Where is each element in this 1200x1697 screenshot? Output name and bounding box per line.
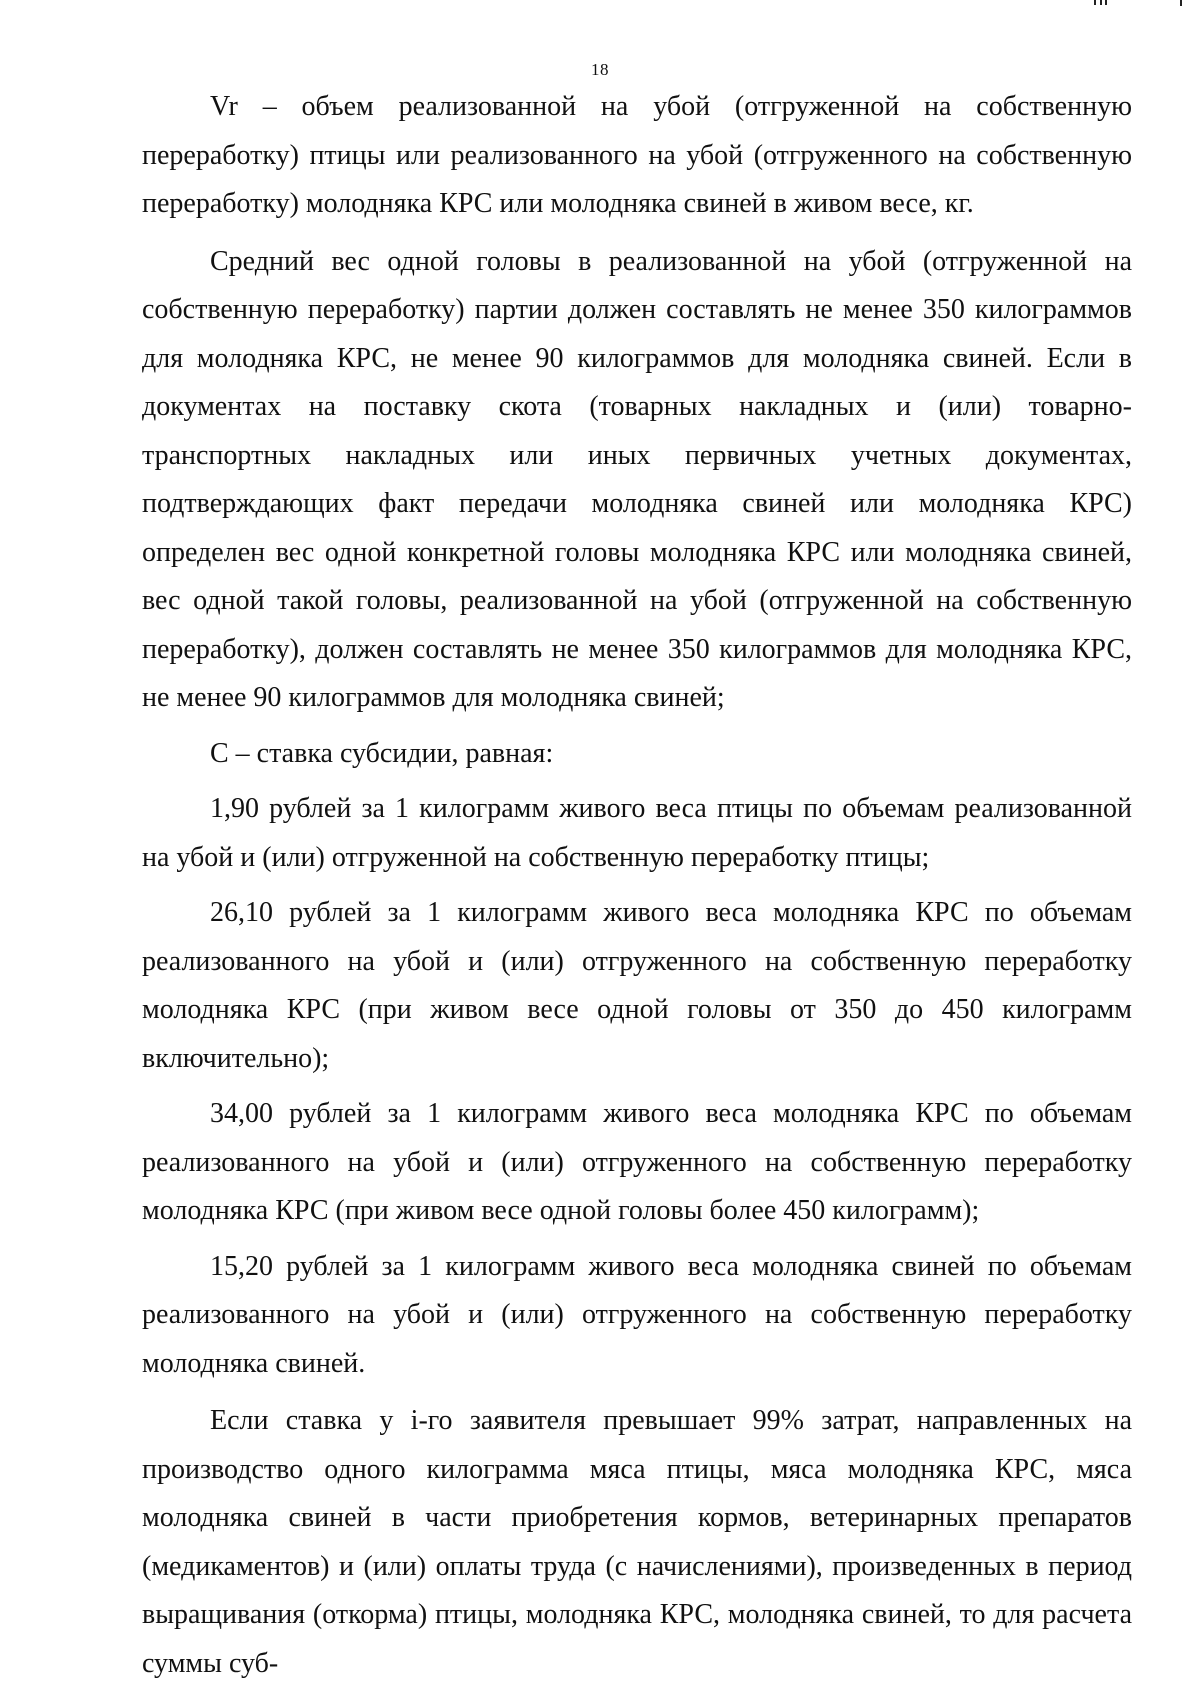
paragraph-rate-heading: С – ставка субсидии, равная: [210,737,554,769]
paragraph-rate-cattle-over-450: 34,00 рублей за 1 килограмм живого веса молодняка КРС по объемам реализованного на убой и (или) отгруженного на собственную переработку молодняка КРС (при живом весе одной головы более 450 килограмм); [142,1098,1132,1226]
scan-edge-mark [1094,0,1184,6]
page-number: 18 [591,60,609,79]
document-body [142,83,1132,1688]
paragraph-vr-definition: Vr – объем реализованной на убой (отгруженной на собственную переработку) птицы или реализованного на убой (отгруженного на собственную переработку) молодняка КРС или молодняка свиней в живом весе, кг. [142,91,1132,219]
paragraph-rate-pigs: 15,20 рублей за 1 килограмм живого веса молодняка свиней по объемам реализованного на убой и (или) отгруженного на собственную переработку молодняка свиней. [142,1250,1132,1379]
paragraph-rate-cattle-350-450: 26,10 рублей за 1 килограмм живого веса молодняка КРС по объемам реализованного на убой и (или) отгруженного на собственную переработку молодняка КРС (при живом весе одной головы от 350 до 450 килограмм включительно); [142,897,1132,1074]
paragraph-rate-cap: Если ставка у i-го заявителя превышает 99% затрат, направленных на производство одного килограмма мяса птицы, мяса молодняка КРС, мяса молодняка свиней в части приобретения кормов, ветеринарных препаратов (медикаментов) и (или) оплаты труда (с начислениями), произведенных в период выращивания (откорма) птицы, молодняка КРС, молодняка свиней, то для расчета суммы суб- [142,1405,1132,1679]
paragraph-average-weight: Средний вес одной головы в реализованной на убой (отгруженной на собственную переработку) партии должен составлять не менее 350 килограммов для молодняка КРС, не менее 90 килограммов для молодняка свиней. Если в документах на поставку скота (товарных накладных и (или) товарно-транспортных накладных или иных первичных учетных документах, подтверждающих факт передачи молодняка свиней или молодняка КРС) определен вес одной конкретной головы молодняка КРС или молодняка свиней, вес одной такой головы, реализованной на убой (отгруженной на собственную переработку), должен составлять не менее 350 килограммов для молодняка КРС, не менее 90 килограммов для молодняка свиней; [142,245,1132,713]
paragraph-rate-poultry: 1,90 рублей за 1 килограмм живого веса птицы по объемам реализованной на убой и (или) отгруженной на собственную переработку птицы; [142,793,1132,873]
